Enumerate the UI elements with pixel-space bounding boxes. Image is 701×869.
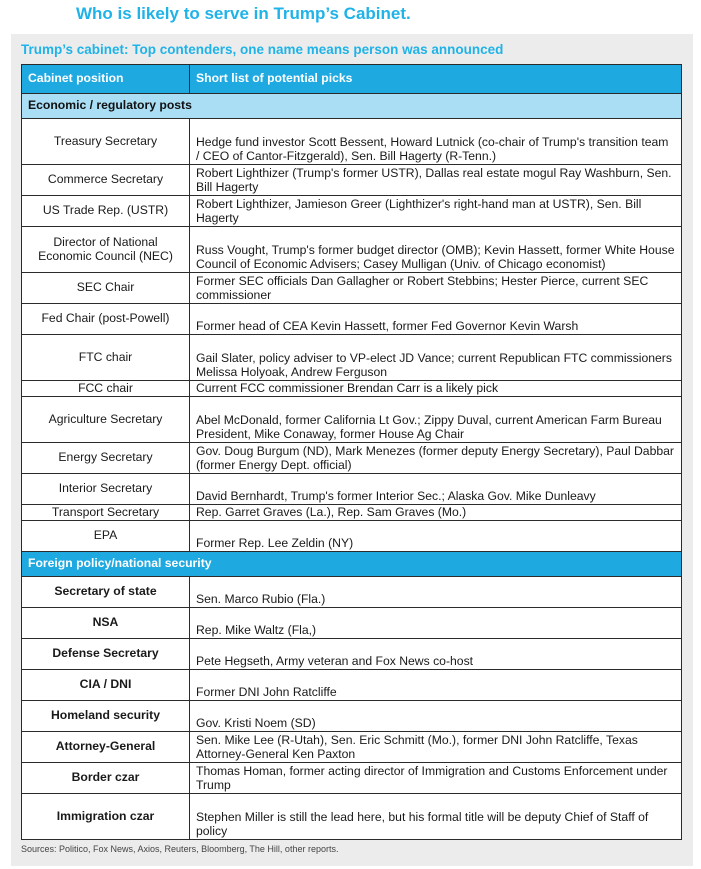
table-row	[22, 763, 682, 794]
cabinet-position-cell: Transport Secretary	[22, 505, 190, 521]
section-row	[22, 552, 682, 577]
table-row	[22, 521, 682, 552]
table-header-row	[22, 65, 682, 94]
section-title: Foreign policy/national security	[22, 552, 682, 577]
table-row	[22, 227, 682, 273]
table-row	[22, 608, 682, 639]
potential-picks-cell: Russ Vought, Trump's former budget director (OMB); Kevin Hassett, former White House Council of Economic Advisers; Casey Mulligan (Univ. of Chicago economist)	[190, 227, 682, 273]
table-row	[22, 443, 682, 474]
cabinet-table	[21, 64, 682, 840]
potential-picks-cell: Former DNI John Ratcliffe	[190, 670, 682, 701]
table-row	[22, 794, 682, 840]
potential-picks-cell: Pete Hegseth, Army veteran and Fox News co-host	[190, 639, 682, 670]
cabinet-position-cell: EPA	[22, 521, 190, 552]
potential-picks-cell: Stephen Miller is still the lead here, but his formal title will be deputy Chief of Staff of policy	[190, 794, 682, 840]
potential-picks-cell: Hedge fund investor Scott Bessent, Howard Lutnick (co-chair of Trump's transition team / CEO of Cantor-Fitzgerald), Sen. Bill Hagerty (R-Tenn.)	[190, 119, 682, 165]
cabinet-position-cell: NSA	[22, 608, 190, 639]
cabinet-position-cell: Defense Secretary	[22, 639, 190, 670]
section-row	[22, 94, 682, 119]
cabinet-position-cell: Secretary of state	[22, 577, 190, 608]
table-row	[22, 701, 682, 732]
section-title: Economic / regulatory posts	[22, 94, 682, 119]
cabinet-position-cell: Immigration czar	[22, 794, 190, 840]
potential-picks-cell: Current FCC commissioner Brendan Carr is a likely pick	[190, 381, 682, 397]
table-row	[22, 119, 682, 165]
source-note: Sources: Politico, Fox News, Axios, Reuters, Bloomberg, The Hill, other reports.	[21, 844, 339, 854]
cabinet-position-cell: Border czar	[22, 763, 190, 794]
potential-picks-cell: Rep. Garret Graves (La.), Rep. Sam Graves (Mo.)	[190, 505, 682, 521]
column-header-picks: Short list of potential picks	[190, 65, 682, 94]
table-row	[22, 196, 682, 227]
potential-picks-cell: Thomas Homan, former acting director of Immigration and Customs Enforcement under Trump	[190, 763, 682, 794]
cabinet-position-cell: Treasury Secretary	[22, 119, 190, 165]
table-body	[22, 94, 682, 840]
potential-picks-cell: Robert Lighthizer, Jamieson Greer (Lighthizer's right-hand man at USTR), Sen. Bill Hagerty	[190, 196, 682, 227]
table-row	[22, 397, 682, 443]
potential-picks-cell: Abel McDonald, former California Lt Gov.; Zippy Duval, current American Farm Bureau President, Mike Conaway, former House Ag Chair	[190, 397, 682, 443]
cabinet-position-cell: SEC Chair	[22, 273, 190, 304]
potential-picks-cell: Sen. Marco Rubio (Fla.)	[190, 577, 682, 608]
table-row	[22, 639, 682, 670]
table-row	[22, 335, 682, 381]
potential-picks-cell: Gov. Kristi Noem (SD)	[190, 701, 682, 732]
table-row	[22, 505, 682, 521]
potential-picks-cell: Robert Lighthizer (Trump's former USTR), Dallas real estate mogul Ray Washburn, Sen. Bill Hagerty	[190, 165, 682, 196]
cabinet-position-cell: Interior Secretary	[22, 474, 190, 505]
table-row	[22, 381, 682, 397]
cabinet-position-cell: Director of National Economic Council (NEC)	[22, 227, 190, 273]
potential-picks-cell: Gail Slater, policy adviser to VP-elect JD Vance; current Republican FTC commissioners Melissa Holyoak, Andrew Ferguson	[190, 335, 682, 381]
potential-picks-cell: Gov. Doug Burgum (ND), Mark Menezes (former deputy Energy Secretary), Paul Dabbar (former Energy Dept. official)	[190, 443, 682, 474]
potential-picks-cell: Sen. Mike Lee (R-Utah), Sen. Eric Schmitt (Mo.), former DNI John Ratcliffe, Texas Attorney-General Ken Paxton	[190, 732, 682, 763]
table-row	[22, 165, 682, 196]
table-row	[22, 273, 682, 304]
column-header-position: Cabinet position	[22, 65, 190, 94]
cabinet-position-cell: CIA / DNI	[22, 670, 190, 701]
cabinet-position-cell: Homeland security	[22, 701, 190, 732]
cabinet-position-cell: Energy Secretary	[22, 443, 190, 474]
cabinet-position-cell: Agriculture Secretary	[22, 397, 190, 443]
potential-picks-cell: Former head of CEA Kevin Hassett, former Fed Governor Kevin Warsh	[190, 304, 682, 335]
cabinet-position-cell: FCC chair	[22, 381, 190, 397]
content-panel	[11, 34, 693, 866]
cabinet-position-cell: Attorney-General	[22, 732, 190, 763]
cabinet-position-cell: FTC chair	[22, 335, 190, 381]
table-row	[22, 474, 682, 505]
table-row	[22, 304, 682, 335]
cabinet-position-cell: Commerce Secretary	[22, 165, 190, 196]
potential-picks-cell: Former SEC officials Dan Gallagher or Robert Stebbins; Hester Pierce, current SEC commissioner	[190, 273, 682, 304]
potential-picks-cell: Former Rep. Lee Zeldin (NY)	[190, 521, 682, 552]
table-row	[22, 577, 682, 608]
potential-picks-cell: David Bernhardt, Trump's former Interior Sec.; Alaska Gov. Mike Dunleavy	[190, 474, 682, 505]
cabinet-position-cell: Fed Chair (post-Powell)	[22, 304, 190, 335]
headline: Who is likely to serve in Trump’s Cabinet.	[76, 4, 411, 23]
table-row	[22, 732, 682, 763]
potential-picks-cell: Rep. Mike Waltz (Fla,)	[190, 608, 682, 639]
cabinet-position-cell: US Trade Rep. (USTR)	[22, 196, 190, 227]
table-subtitle: Trump’s cabinet: Top contenders, one name means person was announced	[21, 42, 504, 57]
table-row	[22, 670, 682, 701]
